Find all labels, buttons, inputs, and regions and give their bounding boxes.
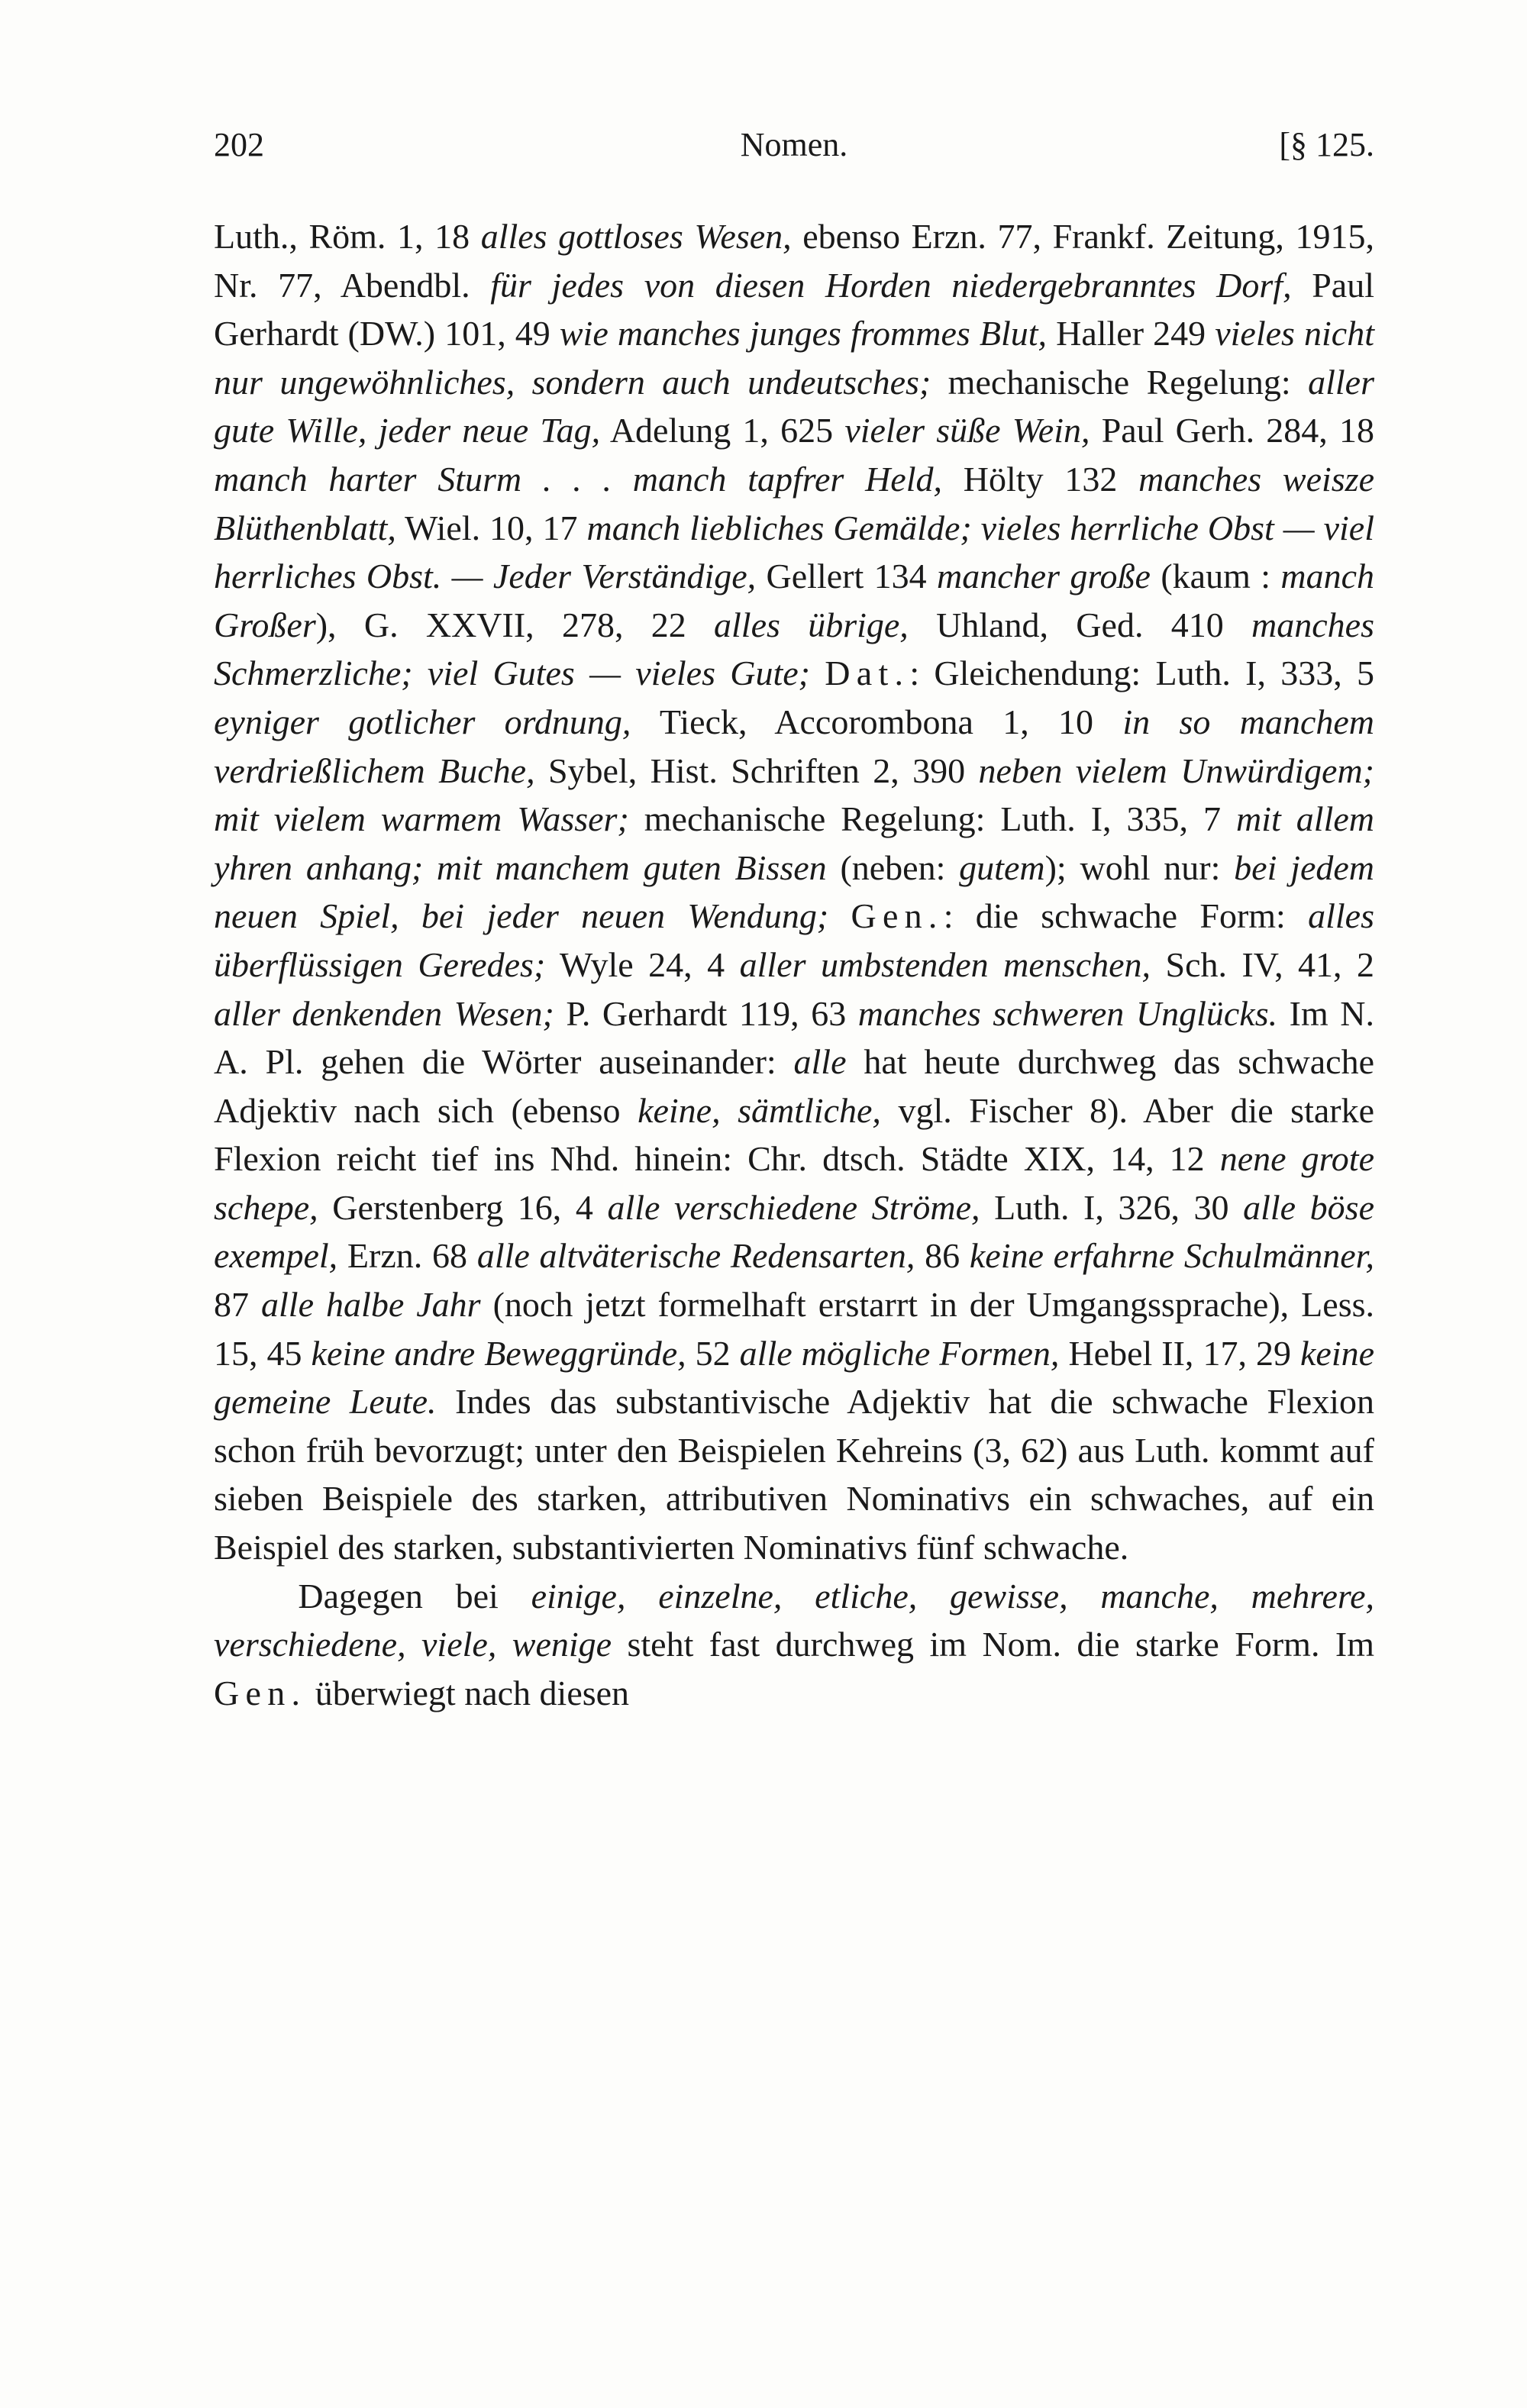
- text-run: hat heute durchweg das schwache Adjektiv nach sich (ebenso: [214, 1042, 1375, 1130]
- text-run: Luth., Röm. 1, 18: [214, 217, 481, 256]
- text-run: [828, 896, 851, 935]
- text-run: 86: [915, 1236, 970, 1276]
- italic-run: alle mögliche Formen,: [739, 1333, 1060, 1373]
- italic-run: aller denkenden Wesen;: [214, 993, 554, 1033]
- text-run: Wiel. 10, 17: [395, 508, 587, 547]
- text-run: mechanische Regelung: Luth. I, 335, 7: [628, 799, 1237, 839]
- italic-run: alles überflüssigen Geredes;: [214, 896, 1375, 984]
- running-title: Nomen.: [740, 126, 848, 163]
- text-run: Dagegen bei: [298, 1576, 531, 1616]
- paragraph-1: [214, 212, 1374, 1572]
- text-run: Sybel, Hist. Schriften 2, 390: [534, 750, 979, 790]
- text-run: Gerstenberg 16, 4: [318, 1187, 608, 1227]
- text-run: (noch jetzt formelhaft erstarrt in der Umgangssprache), Less. 15, 45: [214, 1285, 1375, 1373]
- italic-run: keine gemeine Leute.: [214, 1333, 1375, 1422]
- text-run: Im N. A. Pl. gehen die Wörter auseinander:: [214, 993, 1375, 1082]
- text-run: Tieck, Accorombona 1, 10: [631, 702, 1123, 741]
- italic-run: keine andre Beweggründe,: [311, 1333, 686, 1373]
- italic-run: keine erfahrne Schulmänner,: [969, 1236, 1374, 1276]
- text-run: Paul Gerh. 284, 18: [1090, 411, 1374, 450]
- body-text: [214, 212, 1374, 1717]
- italic-run: eyniger gotlicher ordnung,: [214, 702, 631, 741]
- italic-run: bei jedem neuen Spiel, bei jeder neuen Wendung;: [214, 847, 1374, 936]
- text-run: mechanische Regelung:: [931, 362, 1309, 402]
- italic-run: aller umbstenden menschen,: [739, 944, 1151, 984]
- italic-run: alles übrige,: [714, 605, 909, 644]
- text-run: überwiegt nach diesen: [306, 1673, 630, 1712]
- text-run: Sch. IV, 41, 2: [1151, 944, 1374, 984]
- text-run: Gellert 134: [756, 557, 938, 596]
- italic-run: alle böse exempel,: [214, 1187, 1374, 1276]
- italic-run: einige, einzelne, etliche, gewisse, manche, mehrere, verschiedene, viele, wenige: [214, 1576, 1375, 1664]
- page-number: 202: [214, 126, 264, 163]
- italic-run: manch harter Sturm . . . manch tapfrer Held,: [214, 459, 942, 499]
- text-run: 87: [214, 1285, 262, 1325]
- italic-run: gutem: [959, 847, 1045, 887]
- section-reference: [§ 125.: [1279, 126, 1374, 163]
- text-run: P. Gerhardt 119, 63: [554, 993, 858, 1033]
- italic-run: vieler süße Wein,: [844, 411, 1090, 450]
- italic-run: keine, sämtliche,: [638, 1090, 881, 1130]
- italic-run: mancher große: [937, 557, 1151, 596]
- text-run: : die schwache Form:: [943, 896, 1309, 936]
- italic-run: manches schweren Unglücks.: [857, 993, 1278, 1033]
- text-run: (kaum :: [1150, 557, 1281, 596]
- text-run: (neben:: [826, 847, 960, 887]
- italic-run: manches weisze Blüthenblatt,: [214, 459, 1375, 547]
- text-run: Luth. I, 326, 30: [980, 1187, 1244, 1227]
- text-run: Uhland, Ged. 410: [908, 605, 1252, 644]
- italic-run: mit allem yhren anhang; mit manchem guten Bissen: [214, 799, 1374, 887]
- spaced-run: Gen.: [214, 1673, 307, 1712]
- italic-run: alle: [793, 1042, 847, 1082]
- text-run: Haller 249: [1047, 314, 1215, 353]
- italic-run: vieles nicht nur ungewöhnliches, sondern auch undeutsches;: [214, 314, 1374, 402]
- text-run: steht fast durchweg im Nom. die starke Form. Im: [612, 1625, 1374, 1664]
- italic-run: manch liebliches Gemälde; vieles herrliche Obst — viel herrliches Obst. — Jeder Verständige,: [214, 508, 1374, 596]
- italic-run: wie manches junges frommes Blut,: [559, 314, 1048, 353]
- italic-run: nene grote schepe,: [214, 1139, 1374, 1227]
- italic-run: manch Großer: [214, 557, 1375, 644]
- italic-run: für jedes von diesen Horden niedergebranntes Dorf,: [490, 265, 1292, 305]
- italic-run: neben vielem Unwürdigem; mit vielem warmem Wasser;: [214, 750, 1374, 839]
- page-header: [214, 122, 1374, 168]
- spaced-run: Gen.: [851, 896, 944, 936]
- text-run: Hölty 132: [942, 459, 1139, 499]
- text-run: Wyle 24, 4: [545, 944, 740, 984]
- italic-run: alle altväterische Redensarten,: [476, 1236, 915, 1276]
- text-run: ), G. XXVII, 278, 22: [315, 605, 715, 644]
- italic-run: alle verschiedene Ströme,: [607, 1187, 980, 1227]
- spaced-run: Dat.: [825, 654, 910, 693]
- text-run: vgl. Fischer 8). Aber die starke Flexion reicht tief ins Nhd. hinein: Chr. dtsch. Städte XIX, 14, 12: [214, 1090, 1375, 1179]
- text-run: : Gleichendung: Luth. I, 333, 5: [909, 654, 1375, 693]
- text-run: Erzn. 68: [337, 1236, 477, 1276]
- italic-run: alle halbe Jahr: [261, 1285, 481, 1325]
- text-run: 52: [686, 1333, 740, 1373]
- italic-run: in so manchem verdrießlichem Buche,: [214, 702, 1375, 790]
- italic-run: alles gottloses Wesen,: [480, 217, 792, 256]
- text-run: [810, 654, 825, 692]
- paragraph-2: [214, 1572, 1374, 1718]
- italic-run: manches Schmerzliche; viel Gutes — vieles Gute;: [214, 605, 1374, 693]
- text-run: Adelung 1, 625: [600, 411, 845, 450]
- text-run: Hebel II, 17, 29: [1059, 1333, 1300, 1373]
- text-run: Paul Gerhardt (DW.) 101, 49: [214, 265, 1374, 353]
- text-run: ebenso Erzn. 77, Frankf. Zeitung, 1915, Nr. 77, Abendbl.: [214, 217, 1374, 305]
- text-run: Indes das substantivische Adjektiv hat die schwache Flexion schon früh bevorzugt; unter den Beispielen Kehreins (3, 62) aus Luth. kommt auf sieben Beispiele des starken, attributiven Nominativs ein schwaches, auf ein Beispiel des starken, substantivierten Nominativs fünf schwache.: [214, 1382, 1375, 1567]
- italic-run: aller gute Wille, jeder neue Tag,: [214, 362, 1375, 450]
- text-run: ); wohl nur:: [1044, 847, 1235, 887]
